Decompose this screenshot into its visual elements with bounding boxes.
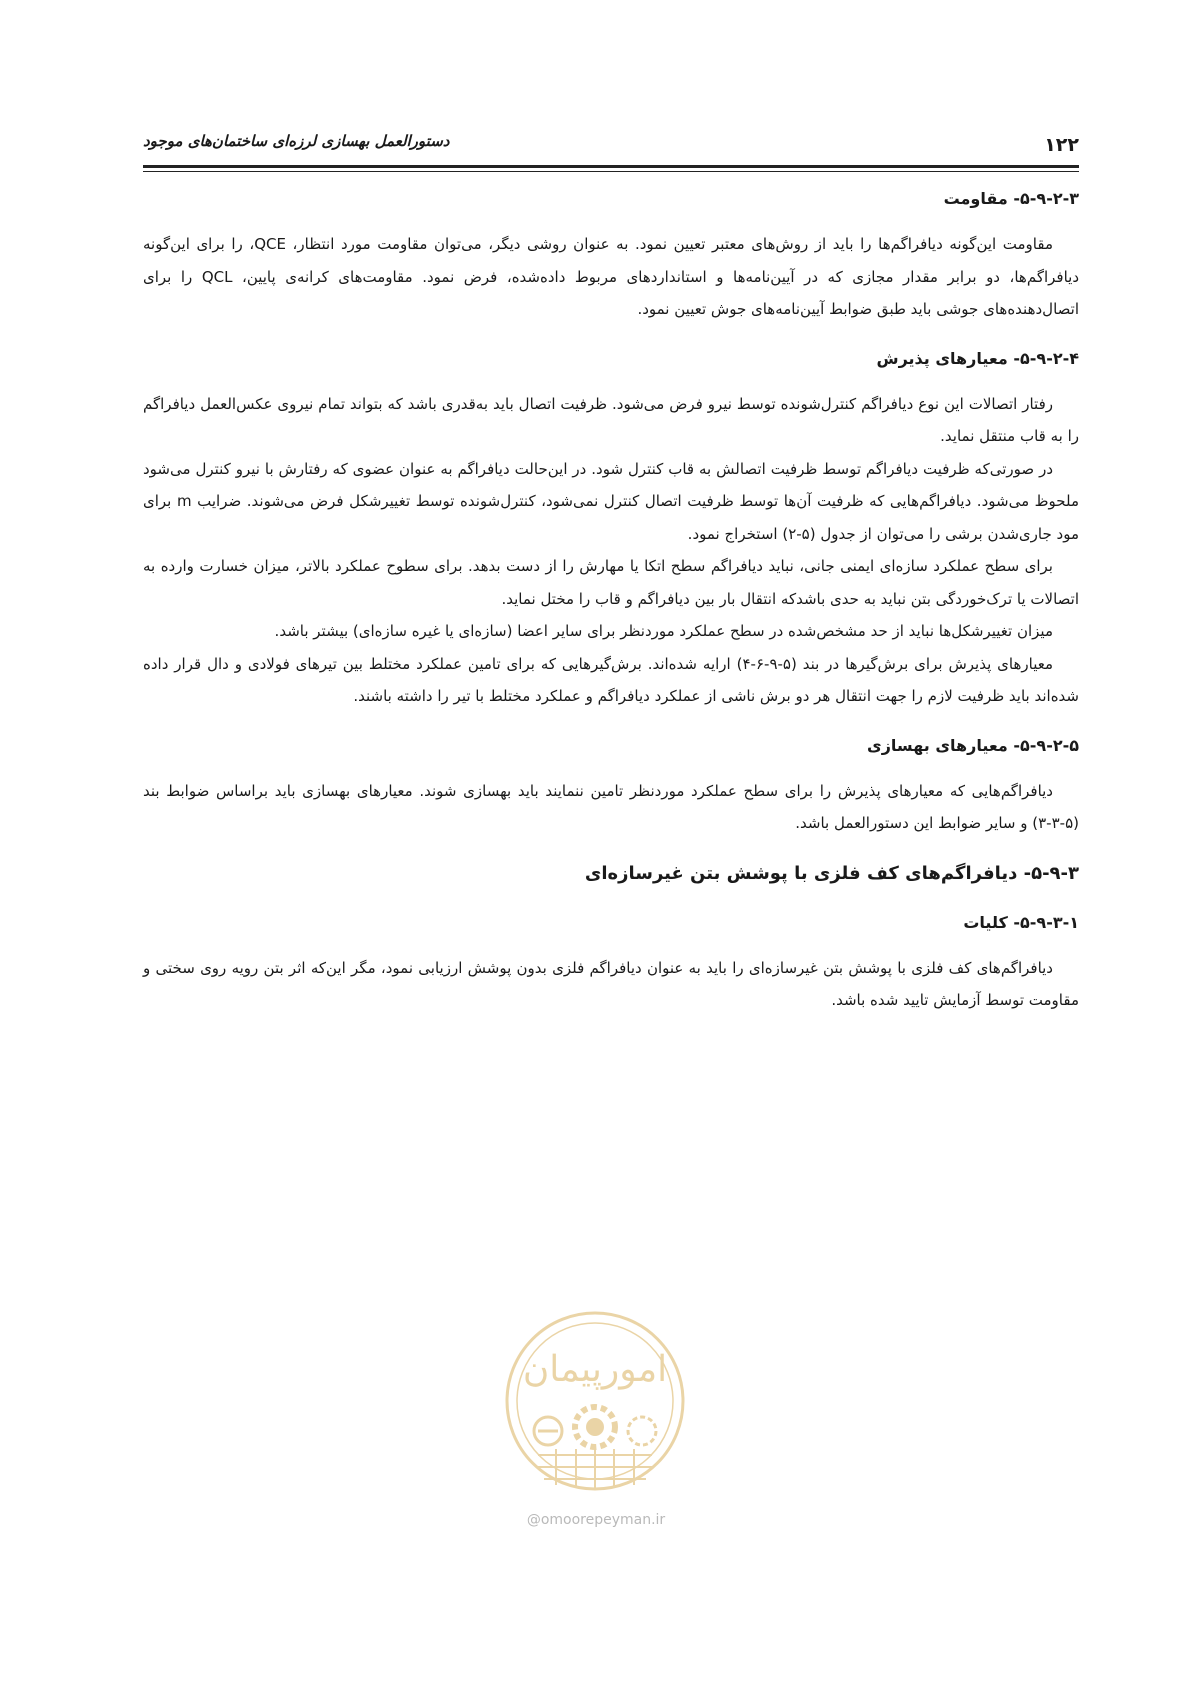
watermark-url: omoorepeyman.ir [540,1512,666,1528]
section-metal-deck-diaphragms [143,858,1079,1017]
logo-text: امورپیمان [522,1349,668,1390]
section-retrofit-criteria [143,731,1079,840]
paragraph: دیافراگم‌هایی که معیارهای پذیرش را برای سطح عملکرد موردنظر تامین ننمایند باید بهسازی شوند. معیارهای بهسازی باید براساس ضوابط بند (۵-۳-۳) و سایر ضوابط این دستورالعمل باشد. [143,781,1079,832]
paragraph: مقاومت این‌گونه دیافراگم‌ها را باید از روش‌های معتبر تعیین نمود. به عنوان روشی دیگر، می‌توان مقاومت مورد انتظار، QCE، را برای این‌گونه دیافراگم‌ها، دو برابر مقدار مجازی که در آیین‌نامه‌ها و استانداردهای مربوط داده‌شده، فرض نمود. مقاومت‌های کرانه‌ی پایین، QCL را برای اتصال‌دهنده‌های جوشی باید طبق ضوابط آیین‌نامه‌های جوش تعیین نمود. [143,235,1079,318]
running-header [143,120,1079,160]
at-icon: @ [526,1512,541,1528]
paragraph: برای سطح عملکرد سازه‌ای ایمنی جانی، نباید دیافراگم سطح اتکا یا مهارش را از دست بدهد. برای سطوح عملکرد بالاتر، میزان خسارت وارده به اتصالات یا ترک‌خوردگی بتن نباید به حدی باشدکه انتقال بار بین دیافراگم و قاب را مختل نماید. [143,557,1079,608]
watermark-logo [482,1309,708,1493]
header-rule [143,165,1079,168]
paragraph: دیافراگم‌های کف فلزی با پوشش بتن غیرسازه‌ای را باید به عنوان دیافراگم فلزی بدون پوشش ارزیابی نمود، مگر این‌که اثر بتن رویه روی سختی و مقاومت توسط آزمایش تایید شده باشد. [143,958,1079,1009]
section-acceptance-criteria [143,344,1079,713]
gear-icon [628,1417,656,1445]
paragraph: معیارهای پذیرش برای برش‌گیرها در بند (۵-۹-۶-۴) ارایه شده‌اند. برش‌گیرهایی که برای تامین عملکرد مختلط بین تیرهای فولادی و دال قرار داده شده‌اند باید ظرفیت لازم را جهت انتقال هر دو برش ناشی از عملکرد دیافراگم و عملکرد مختلط با تیر را داشته باشند. [143,654,1079,705]
major-section-heading: ۵-۹-۳- دیافراگم‌های کف فلزی با پوشش بتن غیرسازه‌ای [584,862,1079,884]
paragraph: در صورتی‌که ظرفیت دیافراگم توسط ظرفیت اتصالش به قاب کنترل شود. در این‌حالت دیافراگم به عنوان عضوی که رفتارش با نیرو کنترل می‌شود ملحوظ می‌شود. دیافراگم‌هایی که ظرفیت آن‌ها توسط ظرفیت اتصال کنترل نمی‌شود، کنترل‌شونده توسط تغییرشکل فرض می‌شوند. ضرایب m برای مود جاری‌شدن برشی را می‌توان از جدول (۵-۲) استخراج نمود. [143,459,1079,543]
watermark-caption [483,1512,709,1528]
section-heading: ۵-۹-۲-۵- معیارهای بهسازی [867,735,1079,755]
scales-icon [534,1417,562,1445]
section-heading: ۵-۹-۳-۱- کلیات [963,912,1079,932]
section-heading: ۵-۹-۲-۳- مقاومت [943,189,1079,208]
paragraph: میزان تغییرشکل‌ها نباید از حد مشخص‌شده در سطح عملکرد موردنظر برای سایر اعضا (سازه‌ای یا غیره سازه‌ای) بیشتر باشد. [274,622,1053,640]
header-rule-thin [143,171,1079,172]
page-number: ۱۲۲ [1044,134,1079,156]
document-body [143,184,1079,1035]
gear-icon [575,1407,615,1447]
grid-icon [538,1449,652,1489]
section-heading: ۵-۹-۲-۴- معیارهای پذیرش [876,348,1079,368]
section-strength [143,184,1079,326]
running-title: دستورالعمل بهسازی لرزه‌ای ساختمان‌های موجود [143,132,450,150]
paragraph: رفتار اتصالات این نوع دیافراگم کنترل‌شونده توسط نیرو فرض می‌شود. ظرفیت اتصال باید به‌قدری باشد که بتواند تمام نیروی عکس‌العمل دیافراگم را به قاب منتقل نماید. [143,394,1079,445]
